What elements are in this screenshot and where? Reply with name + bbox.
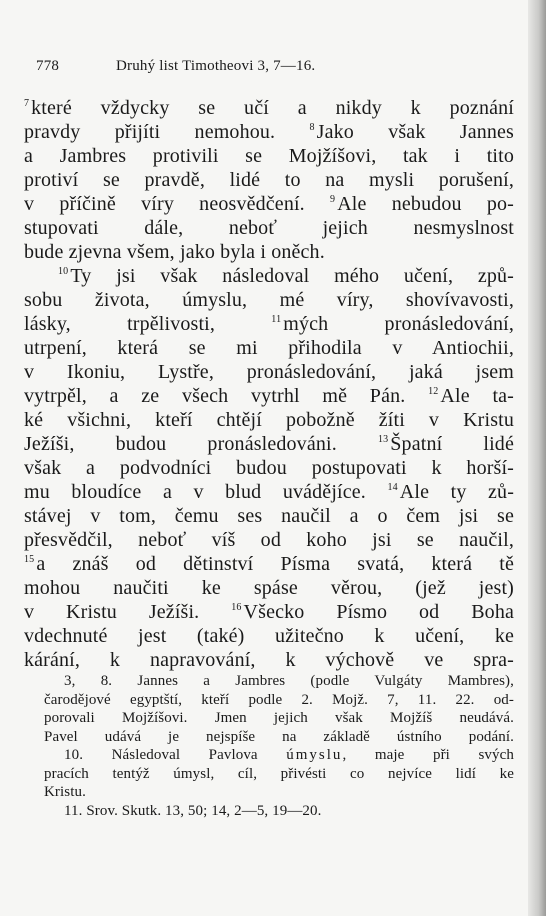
footnote-line: Kristu. xyxy=(44,784,86,800)
footnote-line: Pavel udává je nejspíše na základě ústního podání. xyxy=(44,728,514,745)
book-binding-edge xyxy=(528,0,546,916)
footnotes xyxy=(44,672,514,820)
verse-number: 14 xyxy=(387,482,398,493)
verse-number: 10 xyxy=(58,266,69,277)
text-line: stávej v tom, čemu ses naučil a o čem jsi se xyxy=(24,505,514,527)
text-line: protiví se pravdě, lidé to na mysli porušení, xyxy=(24,169,514,191)
verse-number: 8 xyxy=(309,122,315,133)
text-line: mohou naučiti ke spáse věrou, (jež jest) xyxy=(24,577,514,599)
text-line: Ježíši, budou pronásledováni. $^{13}$ Špatní lidé xyxy=(24,433,514,455)
text-line: vdechnuté jest (také) užitečno k učení, ke xyxy=(24,625,514,647)
text-line: ké všichni, kteří chtějí pobožně žíti v Kristu xyxy=(24,409,514,431)
verse-number: 15 xyxy=(24,554,35,565)
text-line: však a podvodníci budou postupovati k horší- xyxy=(24,457,514,479)
verse-number: 13 xyxy=(377,434,389,445)
verse-number: 16 xyxy=(231,602,242,613)
text-line: lásky, trpělivosti, $^{11}$ mých pronásledování, xyxy=(24,313,514,335)
verse-number: 12 xyxy=(428,386,439,397)
text-line: v Kristu Ježíši. $^{16}$ Všecko Písmo od Boha xyxy=(24,601,515,623)
footnote-line: porovali Mojžíšovi. Jmen jejich však Mojžíš neudává. xyxy=(44,710,514,726)
text-line: přesvědčil, neboť víš od koho jsi se naučil, xyxy=(24,529,514,551)
footnote-line: 11. Srov. Skutk. 13, 50; 14, 2—5, 19—20. xyxy=(64,802,322,819)
spaced-emphasis: úmyslu xyxy=(286,747,343,763)
text-line: $^7$ které vždycky se učí a nikdy k poznání xyxy=(24,97,514,119)
text-line: stupovati dále, neboť jejich nesmyslnost xyxy=(24,217,514,239)
text-line: a Jambres protivili se Mojžíšovi, tak i tito xyxy=(24,145,514,167)
page-number: 778 xyxy=(36,58,60,74)
footnote-line: čarodějové egyptští, kteří podle 2. Mojž. 7, 11. 22. od- xyxy=(44,691,514,708)
text-line: v Ikoniu, Lystře, pronásledování, jaká jsem xyxy=(24,361,514,383)
footnote-line: pracích tentýž úmysl, cíl, přivésti co nejvíce lidí ke xyxy=(44,765,514,782)
text-line: v příčině víry neosvědčení. $^9$ Ale nebudou po- xyxy=(24,193,514,215)
text-line: $^{15}$ a znáš od dětinství Písma svatá, která tě xyxy=(24,553,514,575)
text-line: mu bloudíce a v blud uvádějíce. $^{14}$ Ale ty zů- xyxy=(24,481,514,503)
text-line: sobu života, úmyslu, mé víry, shovívavosti, xyxy=(24,289,514,311)
text-line: bude zjevna všem, jako byla i oněch. xyxy=(24,241,325,263)
text-line: utrpení, která se mi přihodila v Antiochii, xyxy=(24,337,514,359)
verse-number: 9 xyxy=(330,194,336,205)
running-title: Druhý list Timotheovi 3, 7—16. xyxy=(116,58,316,74)
text-line: pravdy přijíti nemohou. $^8$ Jako však Jannes xyxy=(24,121,514,143)
page-header xyxy=(36,58,512,82)
text-line: vytrpěl, a ze všech vytrhl mě Pán. $^{12}$ Ale ta- xyxy=(24,385,514,407)
text-line: $^{10}$ Ty jsi však následoval mého učení, způ- xyxy=(58,265,514,287)
verse-number: 7 xyxy=(24,98,30,109)
footnote-line: 10. Následoval Pavlova úmyslu, maje při svých xyxy=(64,747,514,763)
footnote-line: 3, 8. Jannes a Jambres (podle Vulgáty Mambres), xyxy=(64,673,514,689)
main-text xyxy=(24,96,514,672)
text-line: kárání, k napravování, k výchově ve spra- xyxy=(24,649,514,671)
verse-number: 11 xyxy=(271,314,282,325)
